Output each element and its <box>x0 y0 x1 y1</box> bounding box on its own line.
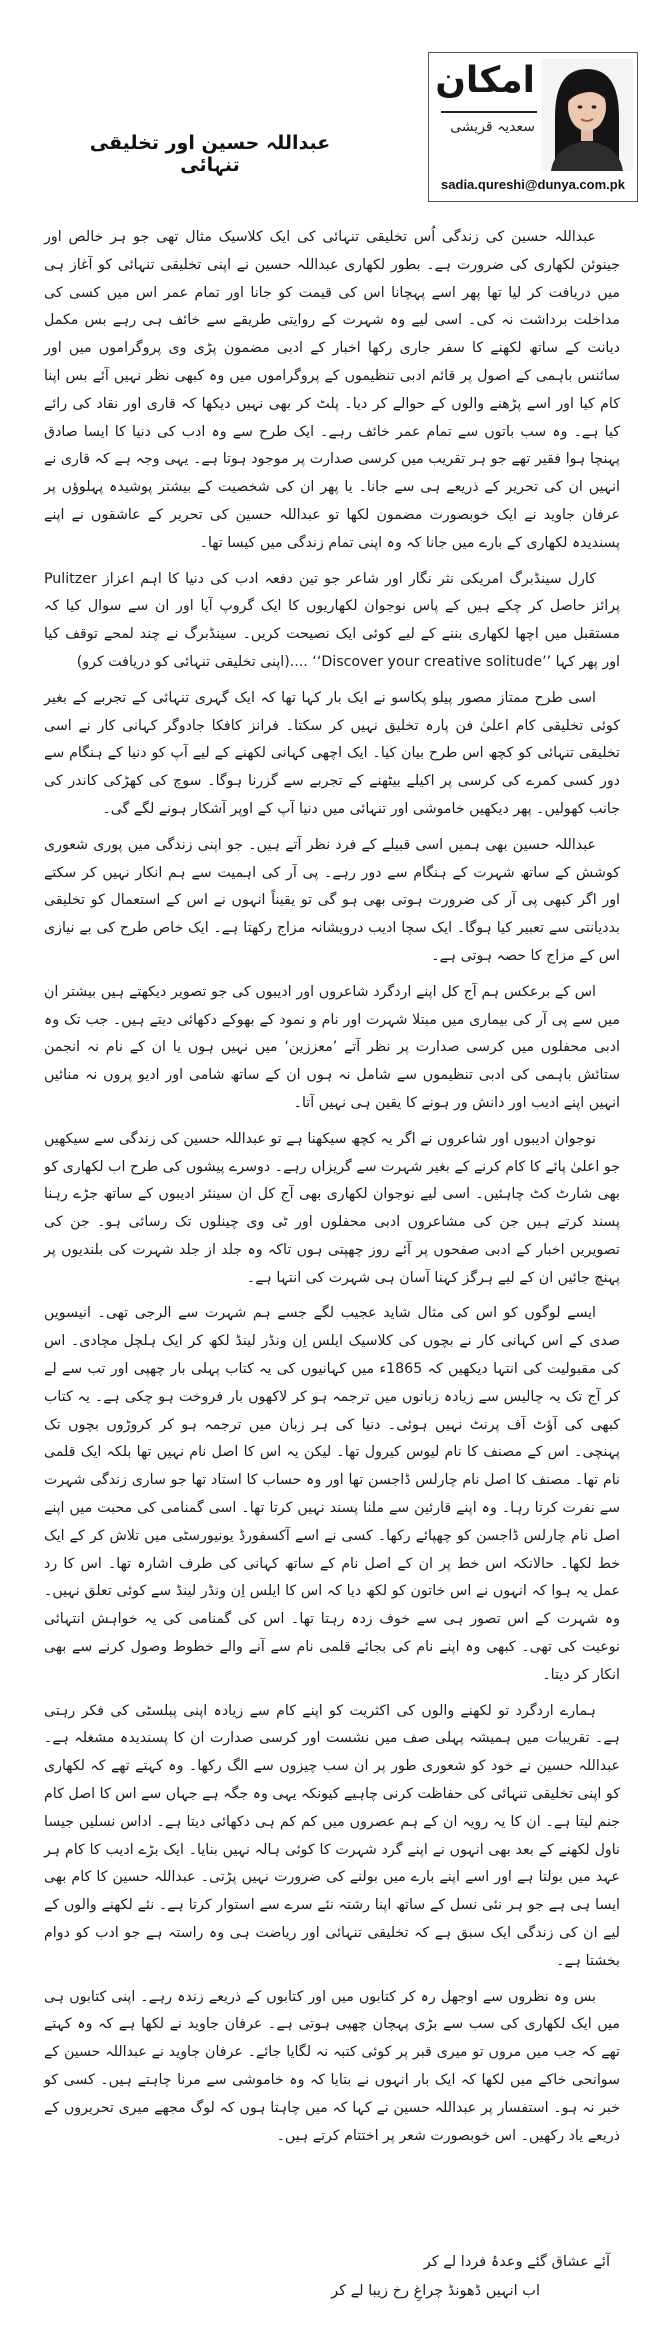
author-photo <box>541 59 633 171</box>
column-logo: امکان <box>435 60 535 101</box>
article-paragraph: نوجوان ادیبوں اور شاعروں نے اگر یہ کچھ سیکھنا ہے تو عبداللہ حسین کی زندگی سے سیکھیں جو اعلیٰ پائے کا کام کرنے کے بغیر شہرت سے گریزاں رہے۔ دوسرے پیشوں کی طرح اب لکھاری کو بھی شارٹ کٹ چاہئیں۔ اسی لیے نوجوان لکھاری بھی آج کل ان سینئر ادیبوں کے ساتھ جڑے رہنا پسند کرتے ہیں جن کی مشاعروں ادبی محفلوں اور ٹی وی چینلوں تک رسائی ہو۔ جن کی تصویریں اخبار کے ادبی صفحوں پر آئے روز چھپتی ہوں تاکہ وہ جلد از جلد شہرت کی بلندیوں پر پہنچ جائیں ان کے لیے ہرگز کہنا آسان ہی شہرت کی انتہا ہے۔ <box>44 1130 620 1286</box>
article-paragraph: اسی طرح ممتاز مصور پیلو پکاسو نے ایک بار کہا تھا کہ ایک گہری تنہائی کے تجربے کے بغیر کوئی تخلیقی کام اعلیٰ فن پارہ تخلیق نہیں کر سکتا۔ فرانز کافکا جادوگر کہانی کار نے اسی تخلیقی تنہائی کو کچھ اس طرح بیان کیا۔ ایک اچھی کہانی لکھنے کے لیے آپ کو دنیا کے ہنگام سے دور کسی کمرے کی کرسی پر اکیلے بیٹھنے کے تجربے سے گزرنا ہوگا۔ سوچ کی کھڑکی کاندر کی جانب کھولیں۔ پھر دیکھیں خاموشی اور تنہائی میں دنیا آپ کے اوپر آشکار ہونے لگے گی۔ <box>44 689 620 817</box>
verse-line: اب انہیں ڈھونڈ چراغِ رخ زیبا لے کر <box>331 2283 540 2299</box>
article-paragraph: اس کے برعکس ہم آج کل اپنے اردگرد شاعروں اور ادیبوں کی جو تصویر دیکھتے ہیں بیشتر ان میں سے پی آر کی بیماری میں مبتلا شہرت اور نام و نمود کے بھوکے دکھائی دیتے ہیں۔ جب تک وہ ادبی محفلوں میں کرسی صدارت پر نظر آتے ’معززین‘ میں نہیں ہوں یا ان کے نام نہ انجمن ستائش باہمی کی ادبی تنظیموں سے شامل نہ ہوں ان کے ساتھ شامی اور ادیو پروں نہ منائیں انہیں اپنے ادیب اور دانش ور ہونے کا یقین ہی نہیں آتا۔ <box>44 983 620 1111</box>
logo-divider <box>441 111 537 113</box>
column-title: عبداللہ حسین اور تخلیقی تنہائی <box>89 132 331 176</box>
article-paragraph: ہمارے اردگرد تو لکھنے والوں کی اکثریت کو اپنے کام سے زیادہ اپنی پبلسٹی کی فکر رہتی ہے۔ تقریبات میں ہمیشہ پہلی صف میں نشست اور کرسی صدارت ان کا پسندیدہ مشغلہ ہے۔ عبداللہ حسین نے خود کو شعوری طور پر ان سب چیزوں سے الگ رکھا۔ وہ کہتے تھے کہ لکھاری کو اپنی تخلیقی تنہائی کی حفاظت کرنی چاہیے کیونکہ یہی وہ جگہ ہے جہاں سے اس کا اصل کام جنم لیتا ہے۔ ان کا یہ رویہ ان کے ہم عصروں میں کم کم ہی دکھائی دیتا ہے۔ اداس نسلیں جیسا ناول لکھنے کے بعد بھی انہوں نے اپنے گرد شہرت کا کوئی ہالہ نہیں بنایا۔ ایک بڑے ادیب کا کام ہر عہد میں بولتا ہے اور اسے اپنے بارے میں بولنے کی ضرورت نہیں پڑتی۔ عبداللہ حسین کا کام بھی ایسا ہی ہے جو ہر نئی نسل کے ساتھ اپنا رشتہ نئے سرے سے استوار کرتا ہے۔ نئے لکھنے والوں کے لیے ان کی زندگی ایک سبق ہے کہ تخلیقی تنہائی اور ریاضت ہی وہ راستہ ہے جو ادب کو دوام بخشتا ہے۔ <box>44 1702 620 1969</box>
article-paragraph: ایسے لوگوں کو اس کی مثال شاید عجیب لگے جسے ہم شہرت سے الرجی تھی۔ انیسویں صدی کے اس کہانی کار نے بچوں کی کلاسیک ایلس اِن ونڈر لینڈ لکھ کر ایک ہلچل مچادی۔ اس کی مقبولیت کی انتہا دیکھیں کہ 1865ء میں کہانیوں کی یہ کتاب پہلی بار چھپی اور تب سے لے کر آج تک یہ چالیس سے زیادہ زبانوں میں ترجمہ ہو کر لاکھوں بار فروخت ہو چکی ہے۔ یہ کتاب کبھی کی آؤٹ آف پرنٹ نہیں ہوئی۔ دنیا کی ہر زبان میں ترجمہ ہو کر کروڑوں بچوں تک پہنچی۔ اس کے مصنف کا نام لیوس کیرول تھا۔ لیکن یہ اس کا اصل نام نہیں تھا بلکہ ایک قلمی نام تھا۔ مصنف کا اصل نام چارلس ڈاجسن تھا اور وہ حساب کا استاد تھا جو ساری زندگی شہرت سے نفرت کرتا رہا۔ وہ اپنے قارئین سے ملنا پسند نہیں کرتا تھا۔ اسی گمنامی کی محبت میں اپنے اصل نام چارلس ڈاجسن کو چھپائے رکھا۔ کسی نے اسے آکسفورڈ یونیورسٹی میں تلاش کر کے ایک خط لکھا۔ حالانکہ اس خط پر ان کے اصل نام کے ساتھ کہانی کی طرف اشارہ تھا۔ اس کا رد عمل یہ ہوا کہ انہوں نے اس خاتون کو لکھ دیا کہ اس کا ایلس اِن ونڈر لینڈ سے کوئی تعلق نہیں۔ وہ شہرت کے اس تصور ہی سے خوف زدہ رہتا تھا۔ اس کی گمنامی کی یہ خواہش انتہائی نوعیت کی تھی۔ کبھی وہ اپنے نام کی بجائے قلمی نام سے آنے والے خطوط وصول کرنے سے بھی انکار کر دیتا۔ <box>44 1305 620 1683</box>
author-portrait-icon <box>541 59 633 171</box>
verse-line: آئے عشاق گئے وعدۂ فردا لے کر <box>423 2254 610 2270</box>
article-body <box>44 224 620 2158</box>
author-panel <box>428 52 638 202</box>
article-paragraph: کارل سینڈبرگ امریکی نثر نگار اور شاعر جو تین دفعہ ادب کی دنیا کا اہم اعزاز Pulitzer پرائز حاصل کر چکے ہیں کے پاس نوجوان لکھاریوں کا ایک گروپ آیا اور ان سے سوال کیا کہ مستقبل میں اچھا لکھاری بننے کے لیے کوئی ایک نصیحت کریں۔ سینڈبرگ نے چند لمحے توقف کیا اور پھر کہا ’’Discover your creative solitude‘‘ ....(اپنی تخلیقی تنہائی کو دریافت کرو) <box>44 570 620 670</box>
column-header <box>0 0 650 212</box>
article-paragraph: عبداللہ حسین بھی ہمیں اسی قبیلے کے فرد نظر آتے ہیں۔ جو اپنی زندگی میں پوری شعوری کوشش کے ساتھ شہرت کے ہنگام سے دور رہے۔ پی آر کی اہمیت سے ہم انکار نہیں کر سکتے اور اگر کبھی پی آر کی ضرورت ہوتی بھی ہو گی تو یقیناً انہوں نے اس کے استعمال کو تخلیقی بددیانتی سے تعبیر کیا ہوگا۔ ایک سچا ادیب درویشانہ مزاج رکھتا ہے۔ ایک خاص طرح کی بے نیازی اس کے مزاج کا حصہ ہوتی ہے۔ <box>44 836 620 964</box>
article-paragraph: عبداللہ حسین کی زندگی اُس تخلیقی تنہائی کی ایک کلاسیک مثال تھی جو ہر خالص اور جینوئن لکھاری کی ضرورت ہے۔ بطور لکھاری عبداللہ حسین نے اپنی تخلیقی تنہائی کو آغاز ہی میں دریافت کر لیا تھا پھر اسے پہچانا اس کی قیمت کو جانا اور تمام عمر اس میں کسی کی مداخلت برداشت نہ کی۔ اسی لیے وہ شہرت کے روایتی طریقے سے خائف ہی رہے بس مکمل دیانت کے ساتھ لکھنے کا سفر جاری رکھا اخبار کے ادبی مضمون پڑی وی پروگراموں میں اور سائنس باہمی کے اصول پر قائم ادبی تنظیموں کے پروگراموں میں وہ کبھی نظر نہیں آئے بس اپنا کام کیا اور اسے پڑھنے والوں کے حوالے کر دیا۔ پلٹ کر بھی نہیں دیکھا کہ قاری اور نقاد کی رائے کیا ہے۔ وہ سب باتوں سے تمام عمر خائف رہے۔ ایک طرح سے وہ ادب کی دنیا کا ایسا صادق پہنچا ہوا فقیر تھے جو ہر تقریب میں کرسی صدارت پر موجود ہوتا ہے۔ یہی وجہ ہے کہ قاری نے انہیں ان کی تحریر کے ذریعے ہی سے جانا۔ یا پھر ان کی شخصیت کے بیشتر پوشیدہ پہلوؤں پر عرفان جاوید نے ایک خوبصورت مضمون لکھا تو عبداللہ حسین کی تحریر کے عاشقوں نے اپنے پسندیدہ لکھاری کے بارے میں جانا کہ وہ اپنی تمام زندگی میں کیسا تھا۔ <box>44 229 620 551</box>
closing-verse <box>70 2248 610 2306</box>
author-name: سعدیہ قریشی <box>450 119 535 135</box>
author-email[interactable]: sadia.qureshi@dunya.com.pk <box>441 177 625 192</box>
article-paragraph: بس وہ نظروں سے اوجھل رہ کر کتابوں میں اور کتابوں کے ذریعے زندہ رہے۔ اپنی کتابوں ہی میں ایک لکھاری کی سب سے بڑی پہچان چھپی ہوتی ہے۔ عرفان جاوید نے لکھا ہے کہ وہ کہتے تھے کہ جب میں مروں تو میری قبر پر کوئی کتبہ نہ لگایا جائے۔ عرفان جاوید نے عبداللہ حسین کے سوانحی خاکے میں لکھا کہ ایک بار انہوں نے بتایا کہ وہ خاموشی سے مرنا چاہتے ہیں۔ کسی کو خبر نہ ہو۔ استفسار پر عبداللہ حسین نے کہا کہ میں چاہتا ہوں کہ لوگ مجھے میری تحریروں کے ذریعے یاد رکھیں۔ اس خوبصورت شعر پر اختتام کرتے ہیں۔ <box>44 1988 620 2144</box>
